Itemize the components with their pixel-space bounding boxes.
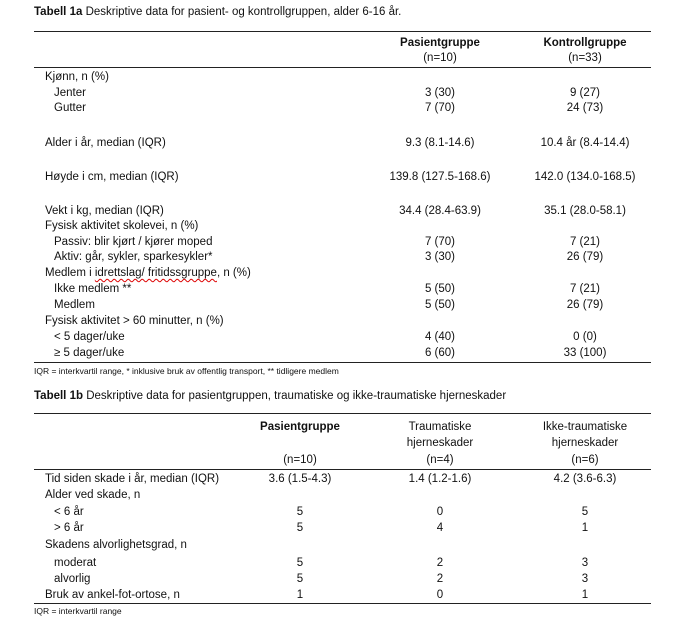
table1a-row-label-spellcheck: idrettslag/ fritidssgruppe	[94, 267, 217, 279]
table1a-cell-patient: 139.8 (127.5-168.6)	[389, 171, 491, 183]
table1a-row-label: Fysisk aktivitet > 60 minutter, n (%)	[45, 315, 224, 327]
table1b-cell-patient: 5	[296, 557, 304, 569]
table1b-row-label: moderat	[54, 557, 97, 569]
table1b-cell-nontrauma: 1	[581, 589, 589, 601]
table1b-cell-trauma: 1.4 (1.2-1.6)	[408, 473, 472, 485]
table1a-bottom-rule	[34, 362, 651, 363]
table1b-header-patient-n: (n=10)	[283, 454, 317, 466]
table1a-row-label: ≥ 5 dager/uke	[54, 347, 125, 359]
table1a-row-label: Medlem	[54, 299, 95, 311]
table1a-row-label: Kjønn, n (%)	[45, 71, 109, 83]
table1a-top-rule	[34, 31, 651, 32]
table1b-row-label: < 6 år	[54, 506, 84, 518]
table1a-cell-patient: 5 (50)	[424, 299, 456, 311]
table1a-row-label-part: , n (%)	[216, 267, 251, 279]
table1b-cell-trauma: 2	[436, 557, 444, 569]
table1b-footnote: IQR = interkvartil range	[34, 606, 122, 616]
table1a-row-label: Ikke medlem **	[54, 283, 132, 295]
table1b-caption-label: Tabell 1b	[34, 390, 83, 402]
table1a-cell-control: 7 (21)	[569, 283, 601, 295]
table1a-header-patient: Pasientgruppe	[400, 37, 480, 49]
table1a-cell-patient: 5 (50)	[424, 283, 456, 295]
table1b-cell-nontrauma: 5	[581, 506, 589, 518]
table1a-cell-patient: 3 (30)	[424, 87, 456, 99]
table1a-cell-patient: 4 (40)	[424, 331, 456, 343]
table1b-header-nontrauma-2: hjerneskader	[551, 437, 619, 449]
table1b-header-rule	[34, 469, 651, 470]
table1a-header-rule	[34, 67, 651, 68]
table1a-cell-control: 142.0 (134.0-168.5)	[534, 171, 636, 183]
table1a-row-label-part: Medlem i	[45, 267, 95, 279]
table1b-row-label: Bruk av ankel-fot-ortose, n	[45, 589, 180, 601]
table1b-cell-trauma: 0	[436, 506, 444, 518]
table1b-row-label: alvorlig	[54, 573, 91, 585]
table1a-cell-control: 35.1 (28.0-58.1)	[544, 205, 626, 217]
table1b-cell-trauma: 0	[436, 589, 444, 601]
table1b-cell-patient: 1	[296, 589, 304, 601]
table1a-caption-label: Tabell 1a	[34, 6, 83, 18]
table1b-row-label: Tid siden skade i år, median (IQR)	[45, 473, 220, 485]
table1b-cell-nontrauma: 1	[581, 522, 589, 534]
table1a-row-label: Passiv: blir kjørt / kjører moped	[54, 236, 213, 248]
table1a-row-label: Jenter	[54, 87, 86, 99]
table1b-row-label: > 6 år	[54, 522, 84, 534]
table1a-row-label: Høyde i cm, median (IQR)	[45, 171, 179, 183]
table1a-cell-control: 26 (79)	[566, 299, 604, 311]
table1a-cell-patient: 7 (70)	[424, 102, 456, 114]
table1b-caption-text: Deskriptive data for pasientgruppen, traumatiske og ikke-traumatiske hjerneskader	[83, 390, 507, 402]
table1a-row-label: Fysisk aktivitet skolevei, n (%)	[45, 220, 199, 232]
table1a-header-patient-n: (n=10)	[423, 52, 457, 64]
table1a-cell-control: 7 (21)	[569, 236, 601, 248]
table1a-cell-patient: 9.3 (8.1-14.6)	[405, 137, 475, 149]
table1a-row-label	[45, 266, 251, 281]
table1b-header-nontrauma-n: (n=6)	[571, 454, 599, 466]
table1b-cell-nontrauma: 4.2 (3.6-6.3)	[553, 473, 617, 485]
table1b-cell-patient: 3.6 (1.5-4.3)	[268, 473, 332, 485]
table1b-bottom-rule	[34, 603, 651, 604]
table1a-row-label: Alder i år, median (IQR)	[45, 137, 166, 149]
table1b-cell-nontrauma: 3	[581, 557, 589, 569]
table1a-row-label: < 5 dager/uke	[54, 331, 125, 343]
table1b-cell-patient: 5	[296, 522, 304, 534]
table1b-cell-trauma: 2	[436, 573, 444, 585]
table1a-cell-control: 24 (73)	[566, 102, 604, 114]
table1b-header-nontrauma: Ikke-traumatiske	[542, 421, 628, 433]
table1a-cell-patient: 7 (70)	[424, 236, 456, 248]
table1b-cell-nontrauma: 3	[581, 573, 589, 585]
table1b-row-label: Skadens alvorlighetsgrad, n	[45, 539, 187, 551]
table1a-row-label: Gutter	[54, 102, 86, 114]
table1a-footnote: IQR = interkvartil range, * inklusive bruk av offentlig transport, ** tidligere medlem	[34, 366, 339, 376]
table1a-header-control-n: (n=33)	[568, 52, 602, 64]
table1a-cell-control: 33 (100)	[563, 347, 607, 359]
table1b-row-label: Alder ved skade, n	[45, 489, 141, 501]
table1b-top-rule	[34, 413, 651, 414]
table1b-cell-trauma: 4	[436, 522, 444, 534]
table1a-row-label: Vekt i kg, median (IQR)	[45, 205, 164, 217]
table1a-row-label: Aktiv: går, sykler, sparkesykler*	[54, 251, 213, 263]
table1b-header-trauma-2: hjerneskader	[406, 437, 474, 449]
table1a-header-control: Kontrollgruppe	[543, 37, 627, 49]
table1b-header-trauma-n: (n=4)	[426, 454, 454, 466]
table1b-header-patient: Pasientgruppe	[260, 421, 340, 433]
table1b-cell-patient: 5	[296, 506, 304, 518]
table1a-cell-patient: 6 (60)	[424, 347, 456, 359]
table1a-cell-control: 9 (27)	[569, 87, 601, 99]
table1b-caption	[34, 390, 506, 402]
table1a-cell-control: 26 (79)	[566, 251, 604, 263]
table1a-caption-text: Deskriptive data for pasient- og kontrollgruppen, alder 6-16 år.	[82, 6, 402, 18]
table1a-caption	[34, 6, 401, 18]
table1b-header-trauma: Traumatiske	[408, 421, 472, 433]
table1a-cell-patient: 3 (30)	[424, 251, 456, 263]
table1b-cell-patient: 5	[296, 573, 304, 585]
table1a-cell-control: 10.4 år (8.4-14.4)	[540, 137, 630, 149]
table1a-cell-control: 0 (0)	[573, 331, 597, 343]
table1a-cell-patient: 34.4 (28.4-63.9)	[399, 205, 481, 217]
